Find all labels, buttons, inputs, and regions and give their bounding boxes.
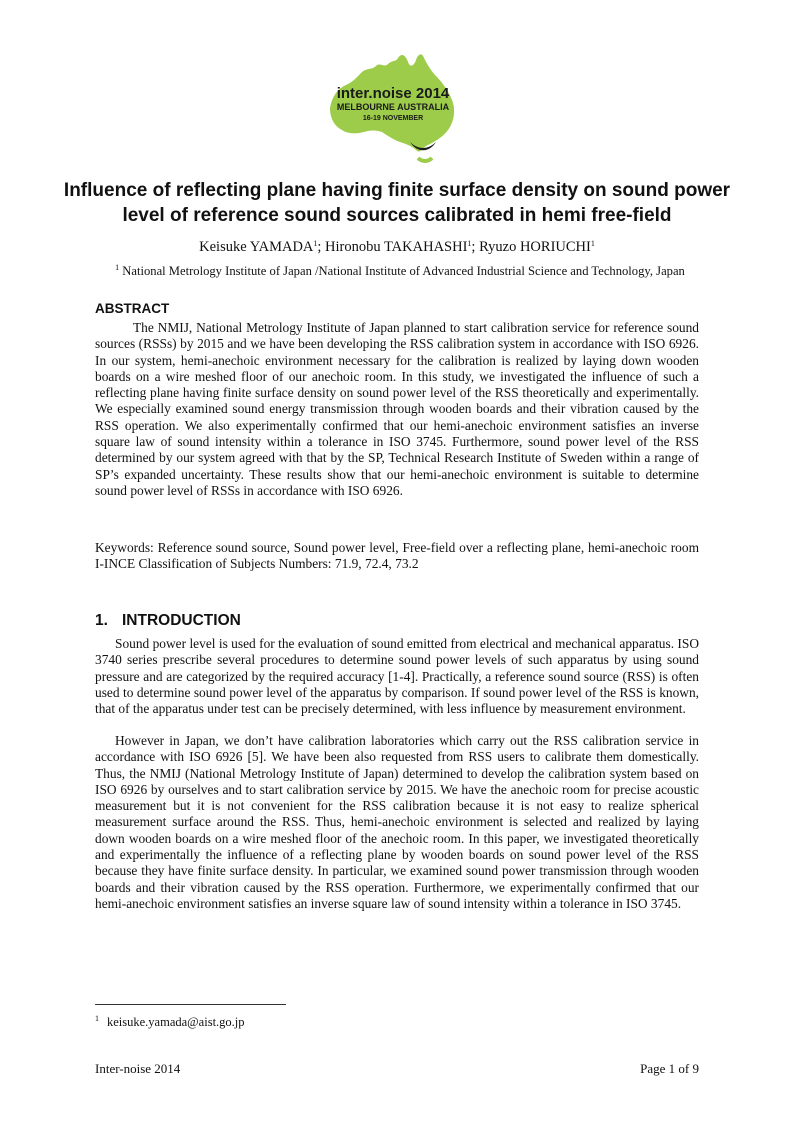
author-name: Ryuzo HORIUCHI: [479, 239, 591, 255]
keywords: Keywords: Reference sound source, Sound power level, Free-field over a reflecting plane, hemi-anechoic room I-INCE Classification of Subjects Numbers: 71.9, 72.4, 73.2: [95, 540, 699, 572]
affiliation: [95, 263, 705, 279]
australia-map-icon: [318, 46, 468, 166]
footnote: [95, 1014, 245, 1030]
author-separator: ;: [317, 239, 326, 255]
conference-logo: [318, 46, 468, 166]
author-name: Keisuke YAMADA: [199, 239, 314, 255]
footnote-divider: [95, 1004, 286, 1005]
footnote-mark: 1: [95, 1014, 99, 1023]
section-title: INTRODUCTION: [122, 612, 241, 629]
logo-line1: inter.noise 2014: [336, 85, 450, 102]
affiliation-mark: 1: [115, 263, 120, 272]
intro-paragraph: However in Japan, we don’t have calibration laboratories which carry out the RSS calibration service in accordance with ISO 6926 [5]. We have been also requested from RSS users to calibrate them domestically. Thus, the NMIJ (National Metrology Institute of Japan) determined to develop the calibration system based on ISO 6926 by ourselves and to start calibration service by 2015. We have the anechoic room for precise acoustic measurement but it is not convenient for the RSS calibration because it is not easy to realize spherical measurement surface around the RSS. Thus, hemi-anechoic environment is selected and realized by laying down wooden boards on a wire meshed floor of the anechoic room. In this paper, we investigated theoretically and experimentally the influence of a reflecting plane by wooden boards on sound power level of the RSS because they have finite surface density. In particular, we examined sound power transmission through wooden boards and their vibration caused by the RSS operation. Furthermore, we experimentally confirmed that our hemi-anechoic environment satisfies an inverse square law of sound intensity within a tolerance in ISO 3745.: [95, 733, 699, 911]
section-heading-introduction: [95, 612, 241, 630]
intro-paragraph: Sound power level is used for the evaluation of sound emitted from electrical and mechanical apparatus. ISO 3740 series prescribe several procedures to determine sound power levels of such apparatus by using sound pressure and are categorized by the required accuracy [1-4]. Practically, a reference sound source (RSS) is often used to determine sound power level of the apparatus by comparison. If sound power level of the RSS is known, that of the apparatus under test can be precisely determined, with less influence by measurement environment.: [95, 636, 699, 717]
section-number: 1.: [95, 612, 108, 629]
author-name: Hironobu TAKAHASHI: [325, 239, 468, 255]
footnote-email: keisuke.yamada@aist.go.jp: [107, 1015, 245, 1029]
logo-line3: 16-19 NOVEMBER: [362, 115, 424, 122]
author-separator: ;: [471, 239, 480, 255]
author-list: [0, 238, 794, 256]
abstract-heading: ABSTRACT: [95, 301, 170, 316]
logo-line2: MELBOURNE AUSTRALIA: [336, 102, 450, 112]
footer-page-number: Page 1 of 9: [640, 1061, 699, 1076]
footer-conference: Inter-noise 2014: [95, 1061, 181, 1076]
author-affiliation-mark: 1: [313, 239, 318, 248]
author-affiliation-mark: 1: [467, 239, 472, 248]
paper-title: Influence of reflecting plane having finite surface density on sound power level of reference sound sources calibrated in hemi free-field: [63, 180, 731, 226]
author-affiliation-mark: 1: [590, 239, 595, 248]
affiliation-text: National Metrology Institute of Japan /National Institute of Advanced Industrial Science and Technology, Japan: [122, 264, 685, 278]
abstract-text: The NMIJ, National Metrology Institute of Japan planned to start calibration service for reference sound sources (RSSs) by 2015 and we have been developing the RSS calibration system in accordance with ISO 6926. In our system, hemi-anechoic environment necessary for the calibration is realized by laying down wooden boards on a wire meshed floor of our anechoic room. In this study, we investigated the influence of such a reflecting plane having finite surface density on sound power level of the RSS theoretically and experimentally. We especially examined sound energy transmission through wooden boards and their vibration caused by the RSS operation. We also experimentally confirmed that our hemi-anechoic environment satisfies an inverse square law of sound intensity within a tolerance in ISO 3745. Furthermore, sound power level of the RSS determined by our system agreed with that by the SP, Technical Research Institute of Sweden within a range of SP’s expanded uncertainty. These results show that our hemi-anechoic environment is suitable to determine sound power level of RSSs in accordance with ISO 6926.: [95, 320, 699, 498]
